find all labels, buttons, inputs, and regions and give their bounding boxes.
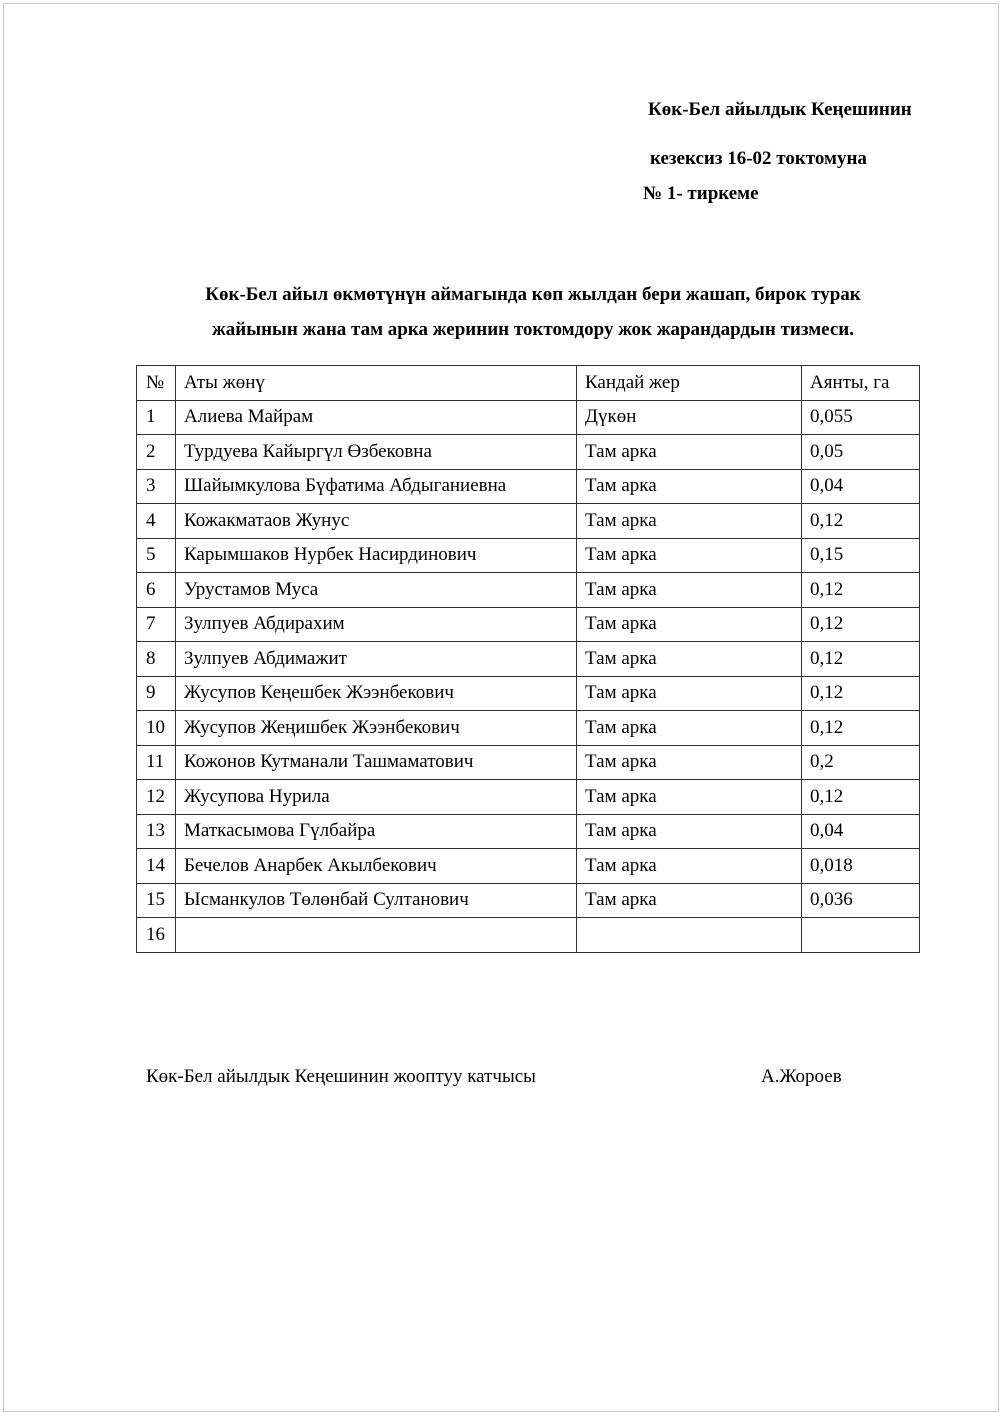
cell-area: 0,05 (802, 435, 920, 470)
cell-name: Бечелов Анарбек Акылбекович (176, 849, 577, 884)
table-row (137, 573, 920, 608)
document-title-line-2: жайынын жана там арка жеринин токтомдору жок жарандардын тизмеси. (212, 319, 854, 340)
cell-name: Жусупов Кеңешбек Жээнбекович (176, 676, 577, 711)
cell-number: 1 (137, 400, 176, 435)
cell-land-type: Дүкөн (577, 400, 802, 435)
table-row (137, 400, 920, 435)
cell-name: Турдуева Кайыргүл Өзбековна (176, 435, 577, 470)
residents-table (136, 365, 920, 953)
header-resolution: кезексиз 16-02 токтомуна (650, 148, 867, 169)
cell-name (176, 918, 577, 953)
cell-name: Маткасымова Гүлбайра (176, 814, 577, 849)
cell-area: 0,12 (802, 504, 920, 539)
cell-name: Зулпуев Абдимажит (176, 642, 577, 677)
table-row (137, 469, 920, 504)
table-row (137, 504, 920, 539)
cell-number: 2 (137, 435, 176, 470)
column-header-number: № (137, 366, 176, 401)
cell-land-type: Там арка (577, 745, 802, 780)
cell-land-type (577, 918, 802, 953)
cell-land-type: Там арка (577, 676, 802, 711)
document-title-line-1: Көк-Бел айыл өкмөтүнүн аймагында көп жылдан бери жашап, бирок турак (205, 284, 861, 305)
cell-name: Урустамов Муса (176, 573, 577, 608)
header-council-name: Көк-Бел айылдык Кеңешинин (648, 99, 912, 120)
cell-name: Ысманкулов Төлөнбай Султанович (176, 883, 577, 918)
cell-number: 8 (137, 642, 176, 677)
cell-number: 6 (137, 573, 176, 608)
table-row (137, 642, 920, 677)
cell-land-type: Там арка (577, 435, 802, 470)
table-row (137, 849, 920, 884)
cell-name: Кожонов Кутманали Ташмаматович (176, 745, 577, 780)
cell-name: Карымшаков Нурбек Насирдинович (176, 538, 577, 573)
cell-name: Шайымкулова Бүфатима Абдыганиевна (176, 469, 577, 504)
cell-area: 0,12 (802, 676, 920, 711)
cell-area: 0,12 (802, 573, 920, 608)
cell-number: 3 (137, 469, 176, 504)
cell-number: 5 (137, 538, 176, 573)
cell-number: 15 (137, 883, 176, 918)
cell-land-type: Там арка (577, 538, 802, 573)
column-header-land-type: Кандай жер (577, 366, 802, 401)
cell-number: 16 (137, 918, 176, 953)
cell-name: Зулпуев Абдирахим (176, 607, 577, 642)
table-row (137, 607, 920, 642)
cell-area (802, 918, 920, 953)
cell-name: Алиева Майрам (176, 400, 577, 435)
cell-land-type: Там арка (577, 504, 802, 539)
cell-number: 14 (137, 849, 176, 884)
cell-number: 4 (137, 504, 176, 539)
cell-area: 0,12 (802, 607, 920, 642)
cell-area: 0,04 (802, 814, 920, 849)
cell-area: 0,036 (802, 883, 920, 918)
cell-area: 0,15 (802, 538, 920, 573)
cell-number: 9 (137, 676, 176, 711)
cell-land-type: Там арка (577, 883, 802, 918)
cell-land-type: Там арка (577, 607, 802, 642)
cell-land-type: Там арка (577, 469, 802, 504)
cell-area: 0,12 (802, 711, 920, 746)
table-row (137, 676, 920, 711)
table-header-row (137, 366, 920, 401)
cell-land-type: Там арка (577, 573, 802, 608)
table-row (137, 538, 920, 573)
header-appendix-number: № 1- тиркеме (643, 183, 759, 204)
table-row (137, 745, 920, 780)
cell-area: 0,2 (802, 745, 920, 780)
table-row (137, 814, 920, 849)
cell-number: 7 (137, 607, 176, 642)
cell-name: Жусупов Жеңишбек Жээнбекович (176, 711, 577, 746)
cell-land-type: Там арка (577, 780, 802, 815)
cell-area: 0,018 (802, 849, 920, 884)
table-row (137, 918, 920, 953)
cell-name: Кожакматаов Жунус (176, 504, 577, 539)
table-row (137, 435, 920, 470)
footer-position: Көк-Бел айылдык Кеңешинин жооптуу катчысы (146, 1066, 536, 1087)
cell-land-type: Там арка (577, 642, 802, 677)
table-row (137, 780, 920, 815)
table-body (137, 400, 920, 952)
column-header-name: Аты жөнү (176, 366, 577, 401)
cell-area: 0,04 (802, 469, 920, 504)
cell-land-type: Там арка (577, 814, 802, 849)
cell-area: 0,12 (802, 642, 920, 677)
table-row (137, 711, 920, 746)
table-row (137, 883, 920, 918)
footer-signatory: А.Жороев (761, 1066, 842, 1087)
cell-number: 13 (137, 814, 176, 849)
cell-number: 10 (137, 711, 176, 746)
cell-number: 11 (137, 745, 176, 780)
cell-land-type: Там арка (577, 711, 802, 746)
cell-name: Жусупова Нурила (176, 780, 577, 815)
cell-number: 12 (137, 780, 176, 815)
cell-area: 0,055 (802, 400, 920, 435)
column-header-area: Аянты, га (802, 366, 920, 401)
cell-land-type: Там арка (577, 849, 802, 884)
cell-area: 0,12 (802, 780, 920, 815)
